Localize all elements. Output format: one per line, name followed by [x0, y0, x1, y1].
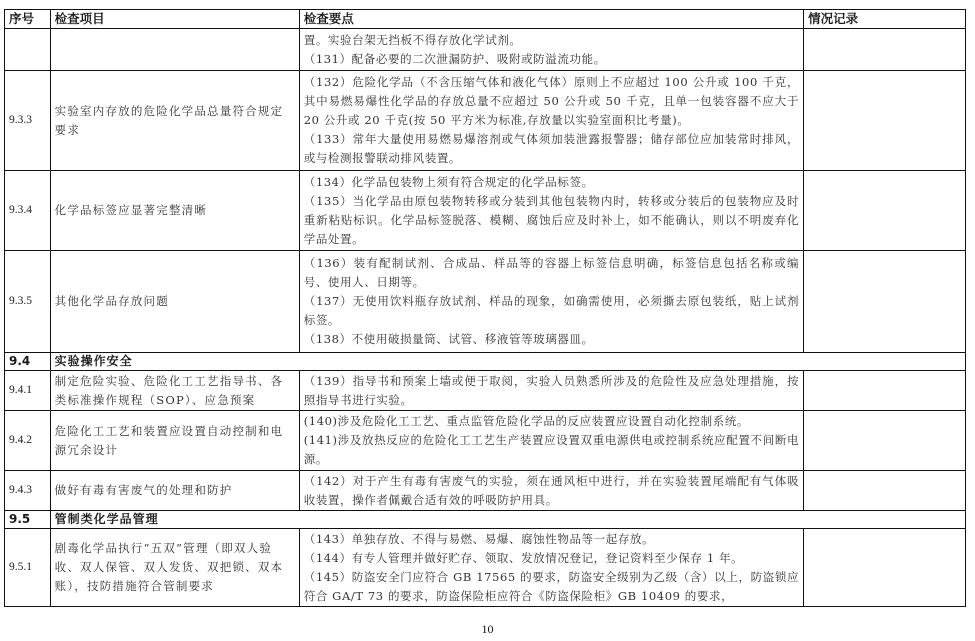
row-no: 9.5.1: [5, 529, 51, 607]
row-record: [804, 71, 966, 171]
row-record: [804, 371, 966, 411]
section-row: [5, 353, 966, 371]
row-record: [804, 29, 966, 71]
row-no: 9.4.3: [5, 471, 51, 511]
row-no: 9.3.5: [5, 251, 51, 353]
point-text: （137）无使用饮料瓶存放试剂、样品的现象，如确需使用，必须撕去原包装纸，贴上试剂标签。: [303, 294, 800, 327]
row-record: [804, 251, 966, 353]
point-text: （136）装有配制试剂、合成品、样品等的容器上标签信息明确，标签信息包括名称或编号、使用人、日期等。: [303, 256, 800, 289]
row-points: [299, 529, 803, 607]
point-text: （144）有专人管理并做好贮存、领取、发放情况登记，登记资料至少保存 1 年。: [303, 550, 744, 565]
section-row: [5, 511, 966, 529]
header-item: 检查项目: [50, 10, 299, 29]
row-item: 化学品标签应显著完整清晰: [50, 171, 299, 251]
row-item: 制定危险实验、危险化工工艺指导书、各类标准操作规程（SOP）、应急预案: [50, 371, 299, 411]
row-record: [804, 171, 966, 251]
row-no: 9.3.4: [5, 171, 51, 251]
table-row: [5, 371, 966, 411]
row-points: [299, 411, 803, 471]
point-text: （132）危险化学品（不含压缩气体和液化气体）原则上不应超过 100 公升或 100 千克，其中易燃易爆性化学品的存放总量不应超过 50 公升或 50 千克，且单一包装容器不应大于 20 公升或 20 千克(按 50 平方米为标准,存放量以实验室面积比考量)。: [303, 75, 800, 127]
point-text: （131）配备必要的二次泄漏防护、吸附或防溢流功能。: [303, 51, 606, 66]
table-row: [5, 411, 966, 471]
page-number: 10: [481, 622, 494, 636]
point-text: （142）对于产生有毒有害废气的实验，须在通风柜中进行，并在实验装置尾端配有气体吸收装置，操作者佩戴合适有效的呼吸防护用具。: [303, 473, 800, 507]
row-points: [299, 251, 803, 353]
section-title: 管制类化学品管理: [50, 511, 965, 529]
row-points: [299, 29, 803, 71]
row-no: 9.3.3: [5, 71, 51, 171]
point-text: （134）化学品包装物上须有符合规定的化学品标签。: [303, 174, 594, 189]
point-text: （133）常年大量使用易燃易爆溶剂或气体须加装泄露报警器；储存部位应加装常时排风，或与检测报警联动排风装置。: [303, 132, 800, 165]
header-record: 情况记录: [804, 10, 966, 29]
point-text: （135）当化学品由原包装物转移或分装到其他包装物内时，转移或分装后的包装物应及时重新粘贴标识。化学品标签脱落、模糊、腐蚀后应及时补上，如不能确认，则以不明废弃化学品处置。: [303, 193, 800, 246]
point-text: （143）单独存放、不得与易燃、易爆、腐蚀性物品等一起存放。: [303, 531, 655, 546]
row-points: [299, 471, 803, 511]
table-row: [5, 471, 966, 511]
row-points: [299, 71, 803, 171]
row-item: 其他化学品存放问题: [50, 251, 299, 353]
row-points: [299, 171, 803, 251]
point-text: （145）防盗安全门应符合 GB 17565 的要求，防盗安全级别为乙级（含）以上，防盗锁应符合 GA/T 73 的要求，防盗保险柜应符合《防盗保险柜》GB 10409 的要求，: [303, 569, 800, 603]
row-item: 做好有毒有害废气的处理和防护: [50, 471, 299, 511]
table-row: [5, 529, 966, 607]
table-row: [5, 171, 966, 251]
row-no: 9.4.1: [5, 371, 51, 411]
row-item: 危险化工工艺和装置应设置自动控制和电源冗余设计: [50, 411, 299, 471]
row-item: 实验室内存放的危险化学品总量符合规定要求: [50, 71, 299, 171]
inspection-table: [4, 9, 966, 607]
header-no: 序号: [5, 10, 51, 29]
point-text: (140)涉及危险化工工艺、重点监管危险化学品的反应装置应设置自动化控制系统。: [303, 414, 750, 428]
table-row: [5, 71, 966, 171]
point-text: 置。实验台架无挡板不得存放化学试剂。: [303, 32, 522, 47]
row-no: 9.4.2: [5, 411, 51, 471]
row-record: [804, 529, 966, 607]
header-points: 检查要点: [299, 10, 803, 29]
point-text: （139）指导书和预案上墙或便于取阅，实验人员熟悉所涉及的危险性及应急处理措施，按照指导书进行实验。: [303, 373, 800, 407]
row-item: [50, 29, 299, 71]
row-item: 剧毒化学品执行“五双”管理（即双人验收、双人保管、双人发货、双把锁、双本账），技防措施符合管制要求: [50, 529, 299, 607]
section-no: 9.4: [5, 353, 51, 371]
point-text: (141)涉及放热反应的危险化工工艺生产装置应设置双重电源供电或控制系统应配置不间断电源。: [303, 433, 800, 466]
row-points: [299, 371, 803, 411]
row-record: [804, 471, 966, 511]
row-no: [5, 29, 51, 71]
table-row: [5, 29, 966, 71]
point-text: （138）不使用破损量筒、试管、移液管等玻璃器皿。: [303, 332, 594, 346]
section-no: 9.5: [5, 511, 51, 529]
table-header-row: [5, 10, 966, 29]
table-row: [5, 251, 966, 353]
section-title: 实验操作安全: [50, 353, 965, 371]
row-record: [804, 411, 966, 471]
